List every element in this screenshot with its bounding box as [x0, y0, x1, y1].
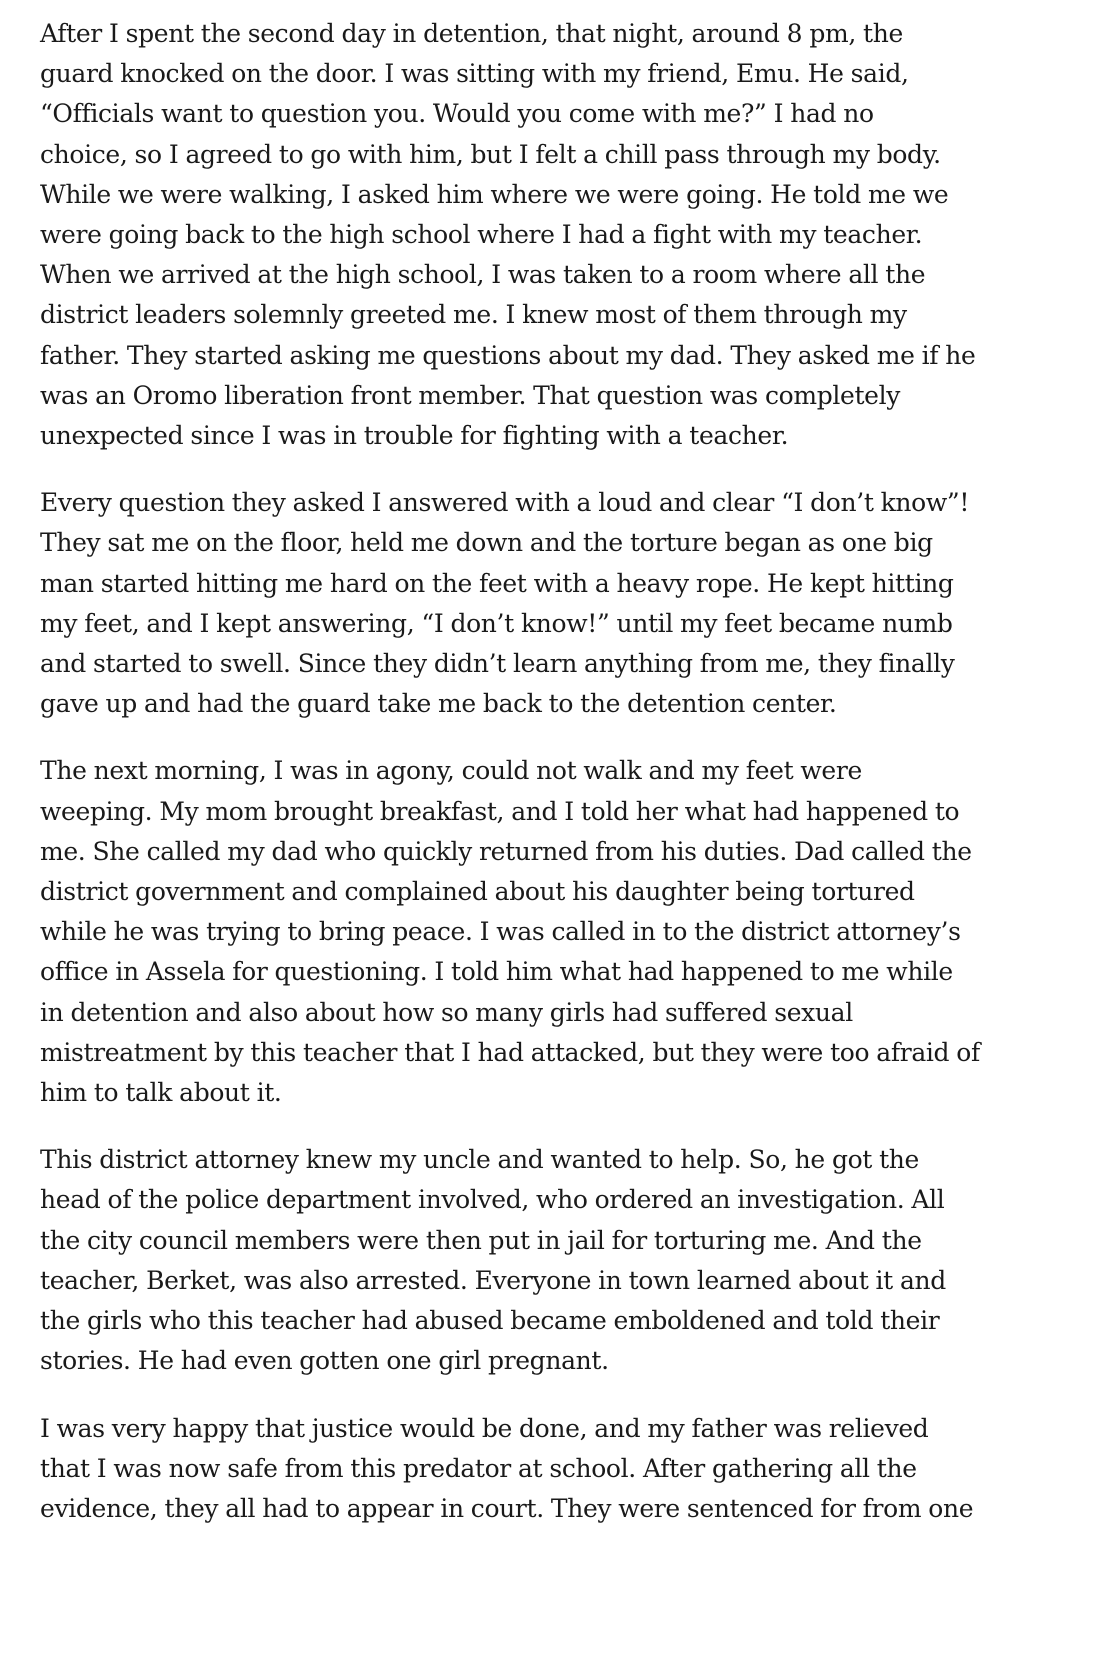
- text-line: and started to swell. Since they didn’t learn anything from me, they finally: [40, 649, 955, 679]
- text-line: father. They started asking me questions about my dad. They asked me if he: [40, 340, 976, 370]
- text-line: stories. He had even gotten one girl pregnant.: [40, 1346, 609, 1376]
- text-line: guard knocked on the door. I was sitting with my friend, Emu. He said,: [40, 59, 909, 89]
- text-line: unexpected since I was in trouble for fighting with a teacher.: [40, 421, 789, 451]
- text-line: while he was trying to bring peace. I was called in to the district attorney’s: [40, 917, 961, 947]
- text-line: man started hitting me hard on the feet with a heavy rope. He kept hitting: [40, 568, 954, 598]
- text-line: gave up and had the guard take me back to the detention center.: [40, 689, 837, 719]
- text-line: were going back to the high school where I had a fight with my teacher.: [40, 220, 923, 250]
- text-line: that I was now safe from this predator at school. After gathering all the: [40, 1453, 917, 1483]
- paragraph-1: [40, 14, 1100, 456]
- text-line: teacher, Berket, was also arrested. Everyone in town learned about it and: [40, 1265, 946, 1295]
- text-line: head of the police department involved, who ordered an investigation. All: [40, 1185, 945, 1215]
- text-line: him to talk about it.: [40, 1078, 282, 1108]
- document-page: [40, 14, 1100, 1556]
- text-line: When we arrived at the high school, I was taken to a room where all the: [40, 260, 926, 290]
- text-line: office in Assela for questioning. I told him what had happened to me while: [40, 957, 953, 987]
- text-line: in detention and also about how so many girls had suffered sexual: [40, 997, 853, 1027]
- text-line: choice, so I agreed to go with him, but I felt a chill pass through my body.: [40, 139, 941, 169]
- text-line: my feet, and I kept answering, “I don’t know!” until my feet became numb: [40, 608, 953, 638]
- text-line: the girls who this teacher had abused became emboldened and told their: [40, 1306, 940, 1336]
- text-line: me. She called my dad who quickly returned from his duties. Dad called the: [40, 836, 972, 866]
- paragraph-4: [40, 1140, 1100, 1381]
- text-line: “Officials want to question you. Would you come with me?” I had no: [40, 99, 874, 129]
- text-line: After I spent the second day in detention, that night, around 8 pm, the: [40, 19, 903, 48]
- paragraph-2: [40, 483, 1100, 724]
- text-line: They sat me on the floor, held me down and the torture began as one big: [40, 528, 933, 558]
- text-line: Every question they asked I answered with a loud and clear “I don’t know”!: [40, 488, 970, 518]
- text-line: The next morning, I was in agony, could not walk and my feet were: [40, 756, 862, 786]
- text-line: weeping. My mom brought breakfast, and I told her what had happened to: [40, 796, 960, 826]
- text-line: district leaders solemnly greeted me. I knew most of them through my: [40, 300, 907, 330]
- text-line: This district attorney knew my uncle and wanted to help. So, he got the: [40, 1145, 919, 1175]
- text-line: district government and complained about his daughter being tortured: [40, 877, 915, 907]
- text-line: I was very happy that justice would be done, and my father was relieved: [40, 1413, 929, 1443]
- text-line: was an Oromo liberation front member. That question was completely: [40, 380, 901, 410]
- paragraph-5: [40, 1409, 1100, 1530]
- paragraph-3: [40, 751, 1100, 1113]
- text-line: the city council members were then put in jail for torturing me. And the: [40, 1225, 922, 1255]
- text-line: While we were walking, I asked him where we were going. He told me we: [40, 179, 949, 209]
- text-line: mistreatment by this teacher that I had attacked, but they were too afraid of: [40, 1037, 980, 1067]
- text-line: evidence, they all had to appear in court. They were sentenced for from one: [40, 1493, 974, 1523]
